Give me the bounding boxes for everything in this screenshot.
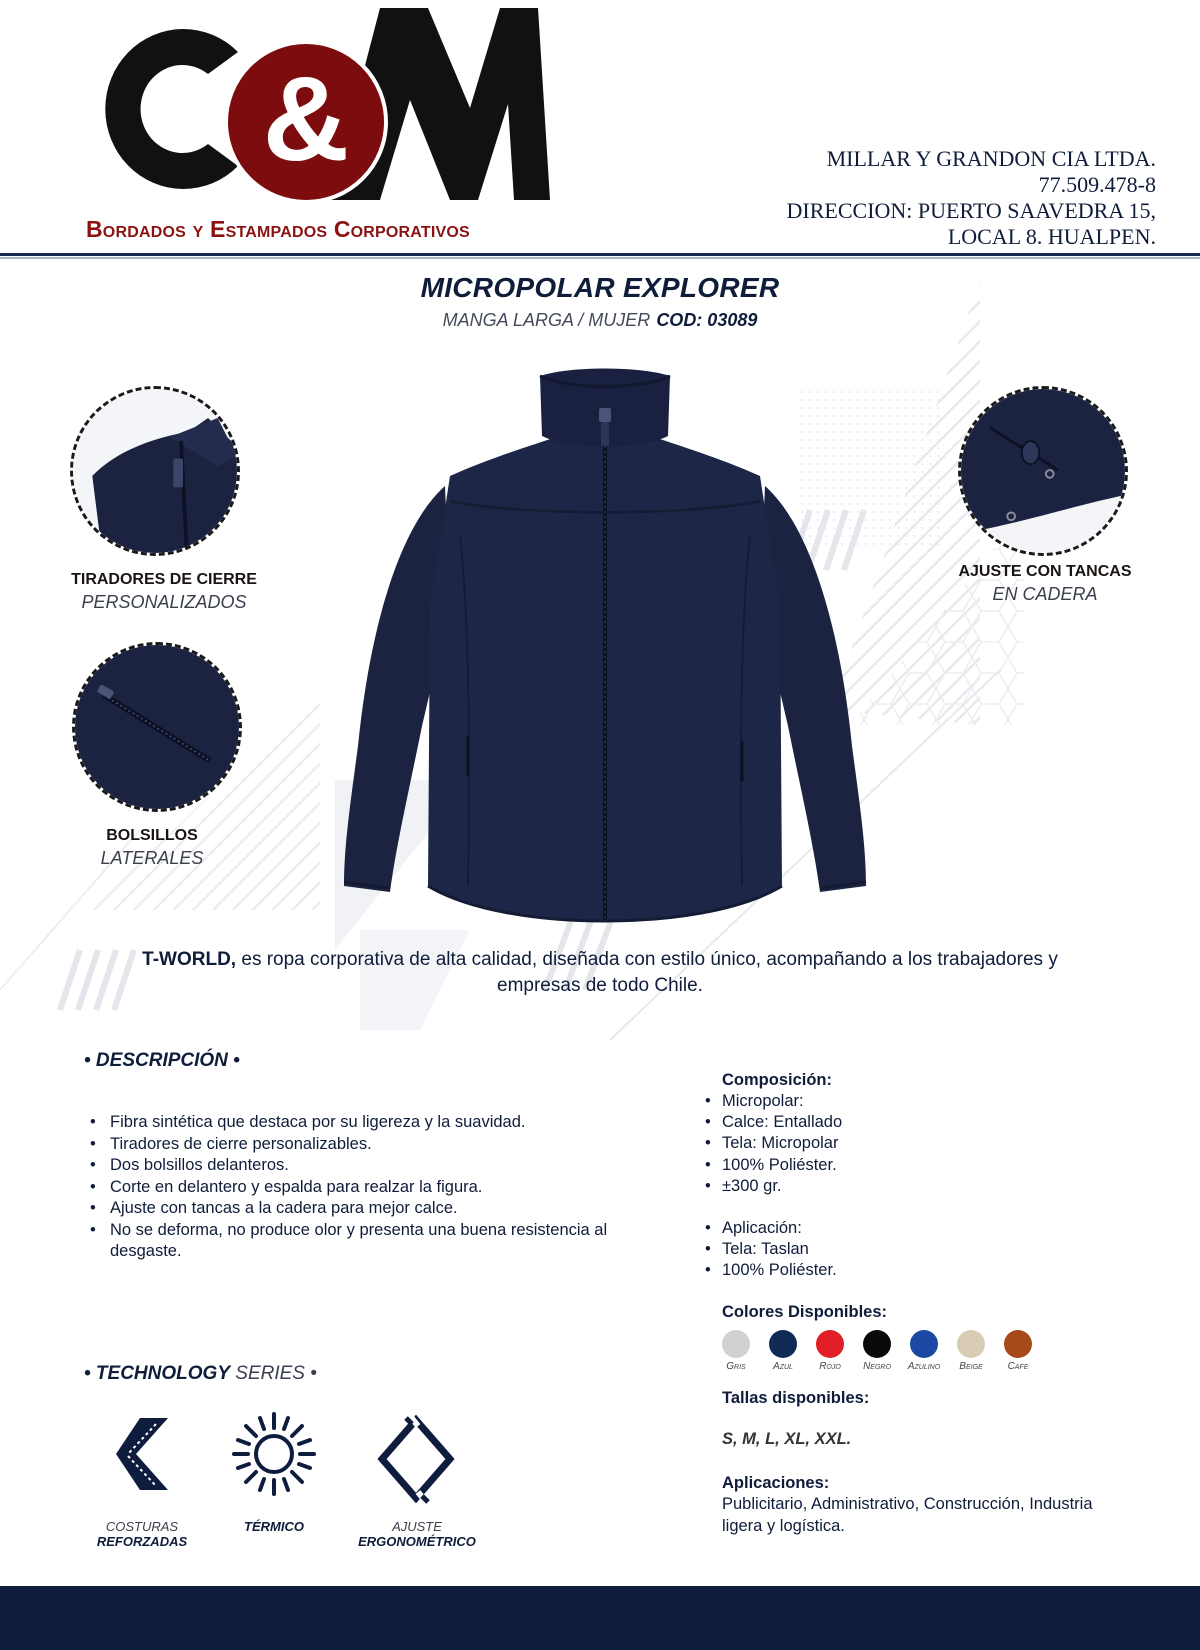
color-dot xyxy=(722,1330,750,1358)
tagline-brand: T-WORLD, xyxy=(142,949,237,970)
composition-item: • 100% Poliéster. xyxy=(705,1155,842,1176)
color-label: Beige xyxy=(959,1361,983,1372)
feature-drawcord-subtitle: EN CADERA xyxy=(992,584,1098,604)
header-divider-shadow xyxy=(0,257,1200,259)
tech-thermal-label xyxy=(204,1519,344,1534)
feature-pocket-subtitle: LATERALES xyxy=(100,848,204,868)
footer-bar xyxy=(0,1586,1200,1650)
color-label: Cafe xyxy=(1007,1361,1029,1372)
applications-heading: Aplicaciones: xyxy=(722,1474,830,1492)
brand-logo xyxy=(80,4,550,214)
sizes-heading: Tallas disponibles: xyxy=(722,1389,870,1407)
technology-heading-light: SERIES • xyxy=(230,1363,317,1384)
color-label: Rojo xyxy=(819,1361,841,1372)
color-dot xyxy=(957,1330,985,1358)
feature-zipper-title: TIRADORES DE CIERRE xyxy=(71,571,257,588)
color-swatch xyxy=(808,1330,852,1372)
color-dot xyxy=(910,1330,938,1358)
product-subtitle-row xyxy=(0,310,1200,331)
header-divider xyxy=(0,253,1200,256)
color-dot xyxy=(1004,1330,1032,1358)
product-code: COD: 03089 xyxy=(656,310,758,330)
color-swatches xyxy=(722,1330,1062,1380)
tech-thermal-line2: TÉRMICO xyxy=(244,1519,304,1534)
color-swatch xyxy=(949,1330,993,1372)
description-item: • No se deforma, no produce olor y presenta una buena resistencia al desgaste. xyxy=(88,1220,608,1263)
color-dot xyxy=(769,1330,797,1358)
color-label: Gris xyxy=(726,1361,746,1372)
tech-seams-line1: COSTURAS xyxy=(105,1519,179,1534)
product-jacket-image xyxy=(340,366,870,928)
description-heading: • DESCRIPCIÓN • xyxy=(84,1050,240,1071)
brand-subtitle: Bordados y Estampados Corporativos xyxy=(86,216,470,242)
tech-ergonomic-line1: AJUSTE xyxy=(392,1519,442,1534)
composition-item: • 100% Poliéster. xyxy=(705,1260,842,1281)
color-swatch xyxy=(761,1330,805,1372)
composition-item: • Tela: Micropolar xyxy=(705,1133,842,1154)
description-item: • Fibra sintética que destaca por su ligereza y la suavidad. xyxy=(88,1112,608,1134)
company-rut: 77.509.478-8 xyxy=(1038,172,1156,197)
tech-seams-line2: REFORZADAS xyxy=(96,1534,188,1549)
feature-zipper-subtitle: PERSONALIZADOS xyxy=(81,592,247,612)
description-item: • Dos bolsillos delanteros. xyxy=(88,1155,608,1177)
company-info xyxy=(787,146,1156,250)
product-title: MICROPOLAR EXPLORER xyxy=(420,272,780,303)
logo-ampersand: & xyxy=(262,52,350,186)
tech-ergonomic-label xyxy=(346,1519,488,1549)
company-address-line2: LOCAL 8. HUALPEN. xyxy=(947,224,1156,249)
color-label: Negro xyxy=(863,1361,891,1372)
colors-heading: Colores Disponibles: xyxy=(722,1303,888,1321)
composition-spacer xyxy=(705,1197,842,1218)
brand-tagline xyxy=(130,947,1070,999)
composition-item: • Aplicación: xyxy=(705,1218,842,1239)
sun-icon xyxy=(230,1410,318,1498)
description-list xyxy=(88,1112,608,1263)
color-label: Azulino xyxy=(907,1361,941,1372)
color-swatch xyxy=(714,1330,758,1372)
feature-drawcord-image xyxy=(958,386,1128,556)
description-item: • Tiradores de cierre personalizables. xyxy=(88,1134,608,1156)
color-dot xyxy=(863,1330,891,1358)
composition-item: • Calce: Entallado xyxy=(705,1112,842,1133)
feature-drawcord-title: AJUSTE CON TANCAS xyxy=(958,563,1132,580)
color-dot xyxy=(816,1330,844,1358)
color-swatch xyxy=(855,1330,899,1372)
feature-pocket-title: BOLSILLOS xyxy=(106,827,198,844)
tech-ergonomic-line2: ERGONOMÉTRICO xyxy=(358,1534,476,1549)
sizes-value: S, M, L, XL, XXL. xyxy=(722,1430,852,1448)
composition-heading: Composición: xyxy=(722,1071,832,1089)
color-swatch xyxy=(902,1330,946,1372)
composition-item: • ±300 gr. xyxy=(705,1176,842,1197)
description-item: • Ajuste con tancas a la cadera para mejor calce. xyxy=(88,1198,608,1220)
composition-item: • Micropolar: xyxy=(705,1091,842,1112)
color-label: Azul xyxy=(773,1361,793,1372)
tagline-text: es ropa corporativa de alta calidad, diseñada con estilo único, acompañando a los trabajadores y empresas de todo Chile. xyxy=(236,949,1058,996)
feature-pocket-image xyxy=(72,642,242,812)
composition-list xyxy=(705,1091,842,1282)
feature-zipper-image xyxy=(70,386,240,556)
company-name: MILLAR Y GRANDON CIA LTDA. xyxy=(826,146,1156,171)
technology-heading-bold: • TECHNOLOGY xyxy=(84,1363,230,1384)
company-address-line1: DIRECCION: PUERTO SAAVEDRA 15, xyxy=(786,198,1156,223)
color-swatch xyxy=(996,1330,1040,1372)
composition-item: • Tela: Taslan xyxy=(705,1239,842,1260)
product-subtitle: MANGA LARGA / MUJER xyxy=(442,310,651,330)
ergonomic-fit-icon xyxy=(376,1414,460,1504)
reinforced-seam-icon xyxy=(112,1414,172,1494)
description-item: • Corte en delantero y espalda para realzar la figura. xyxy=(88,1177,608,1199)
tech-seams-label xyxy=(72,1519,212,1549)
technology-heading xyxy=(84,1363,317,1385)
applications-value: Publicitario, Administrativo, Construcción, Industria ligera y logística. xyxy=(722,1495,1093,1535)
